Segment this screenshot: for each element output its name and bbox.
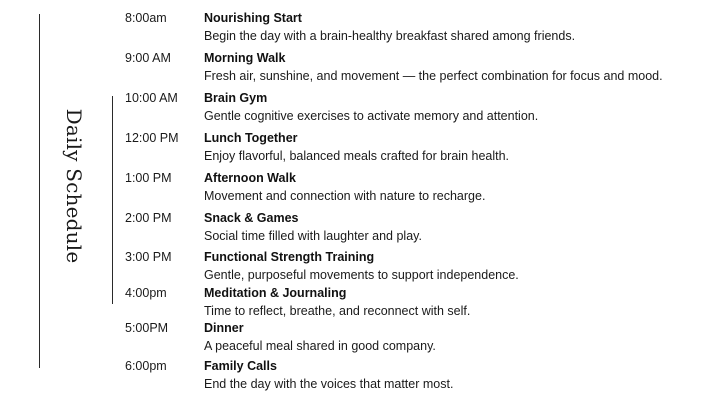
schedule-title: Brain Gym [204,91,268,105]
schedule-item-morning-walk [0,50,711,86]
schedule-item-lunch [0,130,711,166]
schedule-title: Afternoon Walk [204,171,296,185]
schedule-time: 3:00 PM [125,250,172,264]
schedule-title: Dinner [204,321,244,335]
schedule-time: 4:00pm [125,286,167,300]
schedule-description: Gentle, purposeful movements to support independence. [204,268,519,282]
schedule-description: End the day with the voices that matter most. [204,377,454,391]
schedule-item-dinner [0,320,711,356]
schedule-item-brain-gym [0,90,711,126]
schedule-time: 6:00pm [125,359,167,373]
schedule-description: Time to reflect, breathe, and reconnect with self. [204,304,471,318]
schedule-description: Enjoy flavorful, balanced meals crafted for brain health. [204,149,510,163]
schedule-time: 2:00 PM [125,211,172,225]
schedule-time: 8:00am [125,11,167,25]
schedule-description: Movement and connection with nature to recharge. [204,189,486,203]
schedule-title: Nourishing Start [204,11,302,25]
schedule-item-snack-games [0,210,711,246]
schedule-title: Family Calls [204,359,277,373]
schedule-description: Begin the day with a brain-healthy breakfast shared among friends. [204,29,576,43]
schedule-title: Meditation & Journaling [204,286,347,300]
schedule-title: Functional Strength Training [204,250,375,264]
schedule-time: 9:00 AM [125,51,171,65]
schedule-description: Social time filled with laughter and play. [204,229,422,243]
schedule-time: 5:00PM [125,321,169,335]
schedule-item-meditation [0,285,711,321]
schedule-description: Gentle cognitive exercises to activate memory and attention. [204,109,539,123]
schedule-description: Fresh air, sunshine, and movement — the perfect combination for focus and mood. [204,69,663,83]
schedule-time: 10:00 AM [125,91,178,105]
page-title: Daily Schedule [62,108,86,264]
schedule-item-family-calls [0,358,711,394]
schedule-time: 1:00 PM [125,171,172,185]
schedule-title: Snack & Games [204,211,299,225]
schedule-title: Lunch Together [204,131,298,145]
schedule-time: 12:00 PM [125,131,179,145]
schedule-item-strength-training [0,249,711,285]
schedule-description: A peaceful meal shared in good company. [204,339,436,353]
schedule-title: Morning Walk [204,51,286,65]
schedule-item-breakfast [0,10,711,46]
schedule-item-afternoon-walk [0,170,711,206]
